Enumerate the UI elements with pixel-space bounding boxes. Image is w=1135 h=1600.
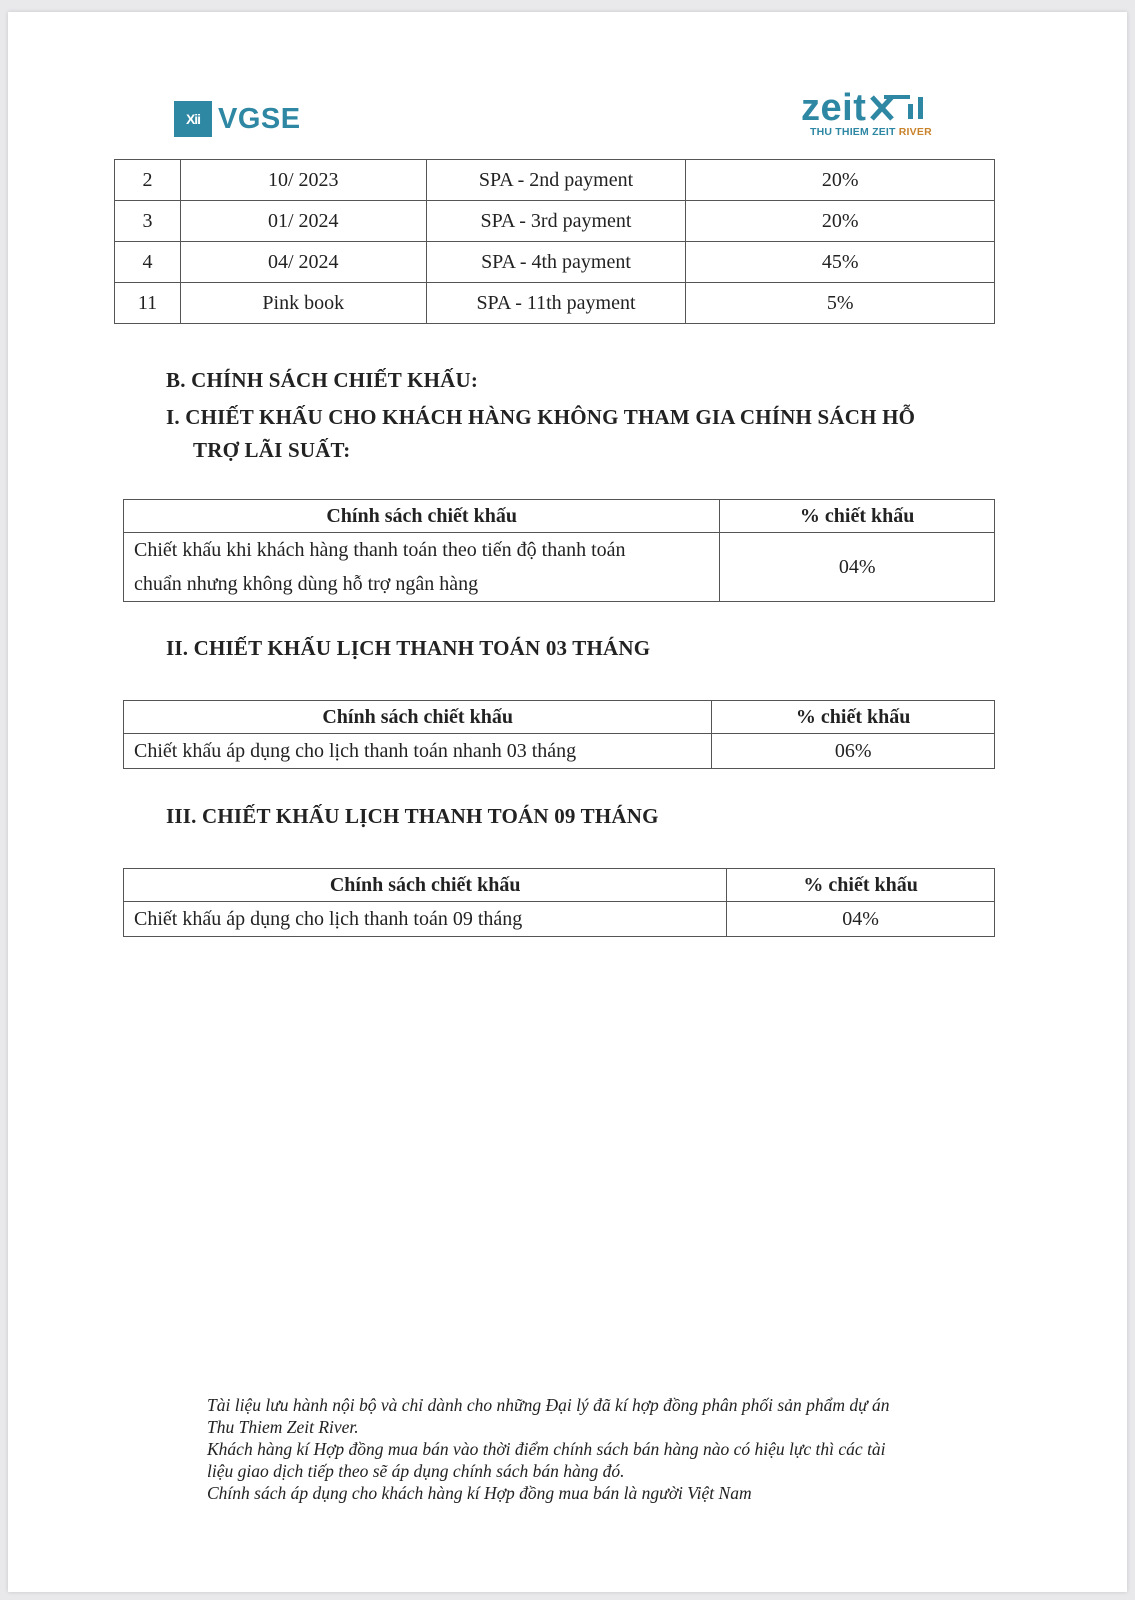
- table-row: [115, 160, 995, 201]
- table-row: [115, 201, 995, 242]
- cell-installment-no: 2: [115, 160, 181, 201]
- cell-installment-no: 11: [115, 283, 181, 324]
- cell-payment-percent: 20%: [686, 201, 995, 242]
- vgse-logo: [174, 101, 301, 137]
- vgse-logo-mark: Xii: [174, 101, 212, 137]
- cell-installment-no: 3: [115, 201, 181, 242]
- discount-policy-cell: Chiết khấu khi khách hàng thanh toán theo tiến độ thanh toán chuẩn nhưng không dùng hỗ trợ ngân hàng: [124, 533, 720, 602]
- zeit-logo-subtitle: THU THIEM ZEIT RIVER: [810, 126, 932, 138]
- zeit-logo-word: zeit: [801, 87, 867, 129]
- cell-installment-no: 4: [115, 242, 181, 283]
- cell-payment-percent: 20%: [686, 160, 995, 201]
- table-row: [115, 283, 995, 324]
- discount-percent-cell: 04%: [727, 902, 995, 937]
- table-header-percent: % chiết khấu: [727, 869, 995, 902]
- cell-payment-percent: 5%: [686, 283, 995, 324]
- table-header-percent: % chiết khấu: [712, 701, 995, 734]
- section-2-title: II. CHIẾT KHẤU LỊCH THANH TOÁN 03 THÁNG: [166, 636, 651, 660]
- document-page: [8, 12, 1127, 1592]
- footer-note: Tài liệu lưu hành nội bộ và chỉ dành cho những Đại lý đã kí hợp đồng phân phối sản phẩm dự án Thu Thiem Zeit River. Khách hàng kí Hợp đồng mua bán vào thời điểm chính sách bán hàng nào có hiệu lực thì các tài liệu giao dịch tiếp theo sẽ áp dụng chính sách bán hàng đó. Chính sách áp dụng cho khách hàng kí Hợp đồng mua bán là người Việt Nam: [207, 1395, 890, 1503]
- discount-table-9-months: [123, 868, 995, 937]
- cell-payment-description: SPA - 3rd payment: [426, 201, 686, 242]
- xii-logo-icon: [870, 94, 928, 122]
- table-header-policy: Chính sách chiết khấu: [124, 869, 727, 902]
- cell-payment-description: SPA - 2nd payment: [426, 160, 686, 201]
- discount-percent-cell: 04%: [720, 533, 995, 602]
- discount-percent-cell: 06%: [712, 734, 995, 769]
- cell-payment-date: 10/ 2023: [180, 160, 426, 201]
- section-b-title: B. CHÍNH SÁCH CHIẾT KHẤU:: [166, 368, 479, 392]
- cell-payment-date: 04/ 2024: [180, 242, 426, 283]
- cell-payment-description: SPA - 4th payment: [426, 242, 686, 283]
- discount-policy-cell: Chiết khấu áp dụng cho lịch thanh toán nhanh 03 tháng: [124, 734, 712, 769]
- cell-payment-date: Pink book: [180, 283, 426, 324]
- table-row: [115, 242, 995, 283]
- table-header-percent: % chiết khấu: [720, 500, 995, 533]
- zeit-river-logo: [801, 88, 971, 138]
- discount-policy-cell: Chiết khấu áp dụng cho lịch thanh toán 09 tháng: [124, 902, 727, 937]
- section-1-title: I. CHIẾT KHẤU CHO KHÁCH HÀNG KHÔNG THAM GIA CHÍNH SÁCH HỖ TRỢ LÃI SUẤT:: [166, 405, 916, 462]
- cell-payment-description: SPA - 11th payment: [426, 283, 686, 324]
- vgse-logo-word: VGSE: [218, 102, 301, 135]
- cell-payment-percent: 45%: [686, 242, 995, 283]
- payment-schedule-table: [114, 159, 995, 324]
- section-3-title: III. CHIẾT KHẤU LỊCH THANH TOÁN 09 THÁNG: [166, 804, 659, 828]
- discount-table-3-months: [123, 700, 995, 769]
- discount-table-standard: [123, 499, 995, 602]
- cell-payment-date: 01/ 2024: [180, 201, 426, 242]
- table-header-policy: Chính sách chiết khấu: [124, 701, 712, 734]
- table-header-policy: Chính sách chiết khấu: [124, 500, 720, 533]
